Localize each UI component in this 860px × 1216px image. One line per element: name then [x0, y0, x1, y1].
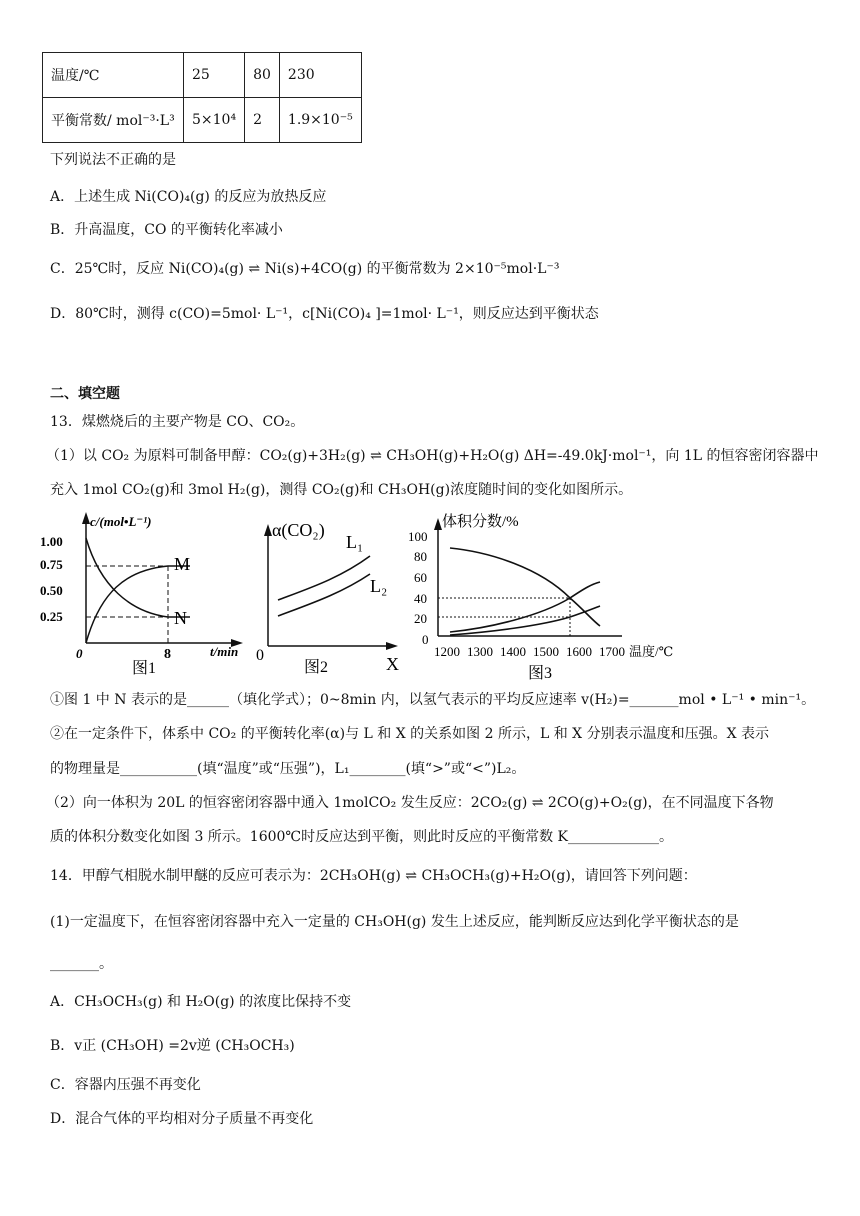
table-row — [43, 98, 362, 143]
fig1-ylabel: c/(mol•L⁻¹) — [90, 514, 152, 529]
q13-part1-line2: 充入 1mol CO₂(g)和 3mol H₂(g)，测得 CO₂(g)和 CH₃OH(g)浓度随时间的变化如图所示。 — [50, 482, 633, 498]
fig1-curve-label: M — [174, 554, 191, 574]
fig1-ytick: 0.75 — [40, 557, 63, 572]
q13-part1-line1: （1）以 CO₂ 为原料可制备甲醇：CO₂(g)+3H₂(g) ⇌ CH₃OH(g)+H₂O(g) ΔH=-49.0kJ·mol⁻¹，向 1L 的恒容密闭容器中 — [46, 448, 819, 464]
fig2-curve-label: L₁ — [346, 532, 364, 552]
table-cell: 温度/℃ — [43, 53, 184, 98]
q13-part2-line1: （2）向一体积为 20L 的恒容密闭容器中通入 1molCO₂ 发生反应：2CO₂(g) ⇌ 2CO(g)+O₂(g)，在不同温度下各物 — [46, 795, 774, 811]
q12-option-c: C．25℃时，反应 Ni(CO)₄(g) ⇌ Ni(s)+4CO(g) 的平衡常数为 2×10⁻⁵mol·L⁻³ — [50, 261, 560, 277]
fig1-curve-label: N — [174, 608, 187, 628]
fig3-ytick: 20 — [414, 611, 427, 626]
fig3-ytick: 100 — [408, 529, 428, 544]
q13-stem: 13．煤燃烧后的主要产物是 CO、CO₂。 — [50, 414, 305, 430]
figure-1 — [40, 512, 243, 677]
fig3-xtick: 1700 — [599, 644, 625, 659]
fig1-ytick: 0.50 — [40, 583, 63, 598]
fig1-curve-m — [86, 566, 190, 643]
fig3-curve — [450, 606, 600, 635]
fig3-xtick: 1200 — [434, 644, 460, 659]
q14-option-b: B．v正 (CH₃OH) =2v逆 (CH₃OCH₃) — [50, 1038, 295, 1054]
table-cell: 5×10⁴ — [184, 98, 245, 143]
fig1-caption: 图1 — [132, 660, 157, 677]
q13-part2-line2: 质的体积分数变化如图 3 所示。1600℃时反应达到平衡，则此时反应的平衡常数 K_____________。 — [50, 829, 674, 845]
fig3-xtick: 1400 — [500, 644, 526, 659]
q13-sub2-line2: 的物理量是___________(填“温度”或“压强”)，L₁________(填“>”或“<”)L₂。 — [50, 761, 526, 777]
q14-stem: 14．甲醇气相脱水制甲醚的反应可表示为：2CH₃OH(g) ⇌ CH₃OCH₃(g)+H₂O(g)，请回答下列问题： — [50, 868, 697, 884]
equilibrium-constant-table — [42, 52, 362, 143]
fig3-curve — [450, 582, 600, 632]
table-cell: 平衡常数/ mol⁻³·L³ — [43, 98, 184, 143]
q14-option-d: D．混合气体的平均相对分子质量不再变化 — [50, 1111, 314, 1127]
fig2-ylabel: α(CO₂) — [272, 520, 325, 540]
fig1-xlabel: t/min — [210, 644, 239, 659]
fig3-ytick: 0 — [422, 632, 429, 647]
fig3-caption: 图3 — [528, 665, 553, 682]
section-heading: 二、填空题 — [50, 386, 120, 402]
q12-prompt: 下列说法不正确的是 — [50, 152, 176, 168]
fig3-ytick: 40 — [414, 591, 427, 606]
fig1-ytick: 0.25 — [40, 609, 63, 624]
q14-part1: (1)一定温度下，在恒容密闭容器中充入一定量的 CH₃OH(g) 发生上述反应，能判断反应达到化学平衡状态的是 — [50, 914, 739, 930]
table-cell: 1.9×10⁻⁵ — [279, 98, 361, 143]
q12-option-d: D．80℃时，测得 c(CO)=5mol· L⁻¹，c[Ni(CO)₄ ]=1mol· L⁻¹，则反应达到平衡状态 — [50, 306, 599, 322]
figure-2 — [256, 520, 399, 676]
fig2-origin: 0 — [256, 647, 264, 664]
fig2-xlabel: X — [386, 654, 399, 674]
table-cell: 25 — [184, 53, 245, 98]
table-cell: 80 — [245, 53, 280, 98]
q14-option-a: A．CH₃OCH₃(g) 和 H₂O(g) 的浓度比保持不变 — [50, 994, 352, 1010]
table-cell: 2 — [245, 98, 280, 143]
fig3-ytick: 80 — [414, 549, 427, 564]
fig3-xtick: 1500 — [533, 644, 559, 659]
fig3-xtick: 1600 — [566, 644, 592, 659]
q12-option-a: A．上述生成 Ni(CO)₄(g) 的反应为放热反应 — [50, 189, 327, 205]
fig1-xtick: 8 — [164, 647, 171, 662]
fig1-ytick: 1.00 — [40, 534, 63, 549]
fig2-caption: 图2 — [304, 659, 329, 676]
figure-3 — [408, 513, 673, 682]
q13-sub1: ①图 1 中 N 表示的是______（填化学式）；0~8min 内，以氢气表示的平均反应速率 v(H₂)=_______mol • L⁻¹ • min⁻¹。 — [50, 692, 816, 708]
fig3-ytick: 60 — [414, 570, 427, 585]
fig2-curve-label: L₂ — [370, 576, 388, 596]
fig3-ylabel: 体积分数/% — [442, 514, 519, 530]
fig3-xlabel: 温度/℃ — [629, 644, 674, 659]
fig3-xtick: 1300 — [467, 644, 493, 659]
fig1-origin: 0 — [76, 646, 83, 661]
q14-blank: _______。 — [50, 956, 113, 972]
fig2-curve-l1 — [278, 556, 370, 600]
q12-option-b: B．升高温度，CO 的平衡转化率减小 — [50, 222, 283, 238]
table-cell: 230 — [279, 53, 361, 98]
q14-option-c: C．容器内压强不再变化 — [50, 1077, 201, 1093]
q13-sub2-line1: ②在一定条件下，体系中 CO₂ 的平衡转化率(α)与 L 和 X 的关系如图 2 所示，L 和 X 分别表示温度和压强。X 表示 — [50, 726, 769, 742]
table-row — [43, 53, 362, 98]
figures-row — [40, 508, 820, 688]
